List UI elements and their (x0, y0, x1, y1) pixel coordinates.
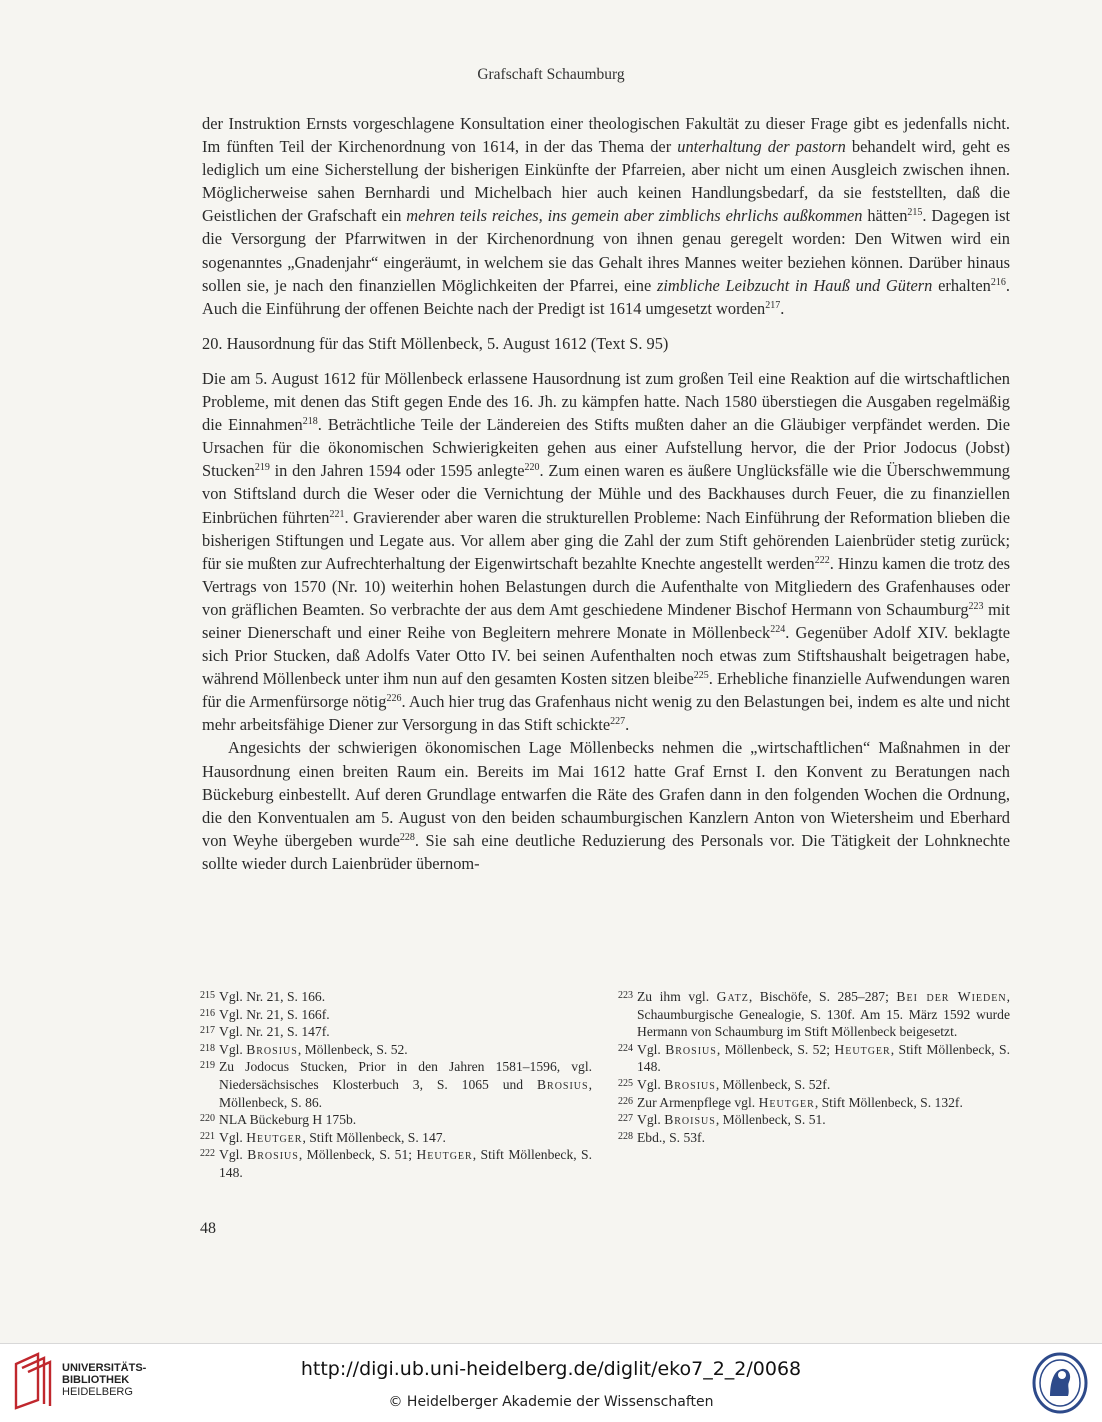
footnotes-left-column (200, 988, 592, 1182)
footnote: 225 Vgl. Brosius, Möllenbeck, S. 52f. (618, 1076, 831, 1092)
footnote-ref: 215 (907, 207, 923, 219)
footnotes (200, 988, 1010, 1182)
footnote-ref: 219 (254, 462, 270, 474)
paragraph-2: Die am 5. August 1612 für Möllenbeck erlassene Hausordnung ist zum großen Teil eine Reaktion auf die wirtschaftlichen Probleme, mit denen das Stift gegen Ende des 16. Jh. zu kämpfen hatte. Nach 1580 überstiegen die Ausgaben regelmäßig die Einnahmen$^{218}$. Beträchtliche Teile der Ländereien des Stifts mußten daher an die Gläubiger verpfändet werden. Die Ursachen für die ökonomischen Schwierigkeiten gehen aus einer Aufstellung hervor, die der Prior Jodocus (Jobst) Stucken$^{219}$ in den Jahren 1594 oder 1595 anlegte$^{220}$. Zum einen waren es äußere Unglücksfälle wie die Überschwemmung von Stiftsland durch die Weser oder die Vernichtung der Mühle und des Backhauses durch Feuer, die zu finanziellen Einbrüchen führten$^{221}$. Gravierender aber waren die strukturellen Probleme: Nach Einführung der Reformation blieben die bisherigen Stiftungen und Legate aus. Vor allem aber ging die Zahl der zum Stift gehörenden Laienbrüder stetig zurück; für sie mußten zur Aufrechterhaltung der Eigenwirtschaft bezahlte Knechte angestellt werden$^{222}$. Hinzu kamen die trotz des Vertrags von 1570 (Nr. 10) weiterhin hohen Belastungen durch die Aufenthalte von Mitgliedern des Grafenhauses oder von gräflichen Beamten. So verbrachte der aus dem Amt geschiedene Mindener Bischof Hermann von Schaumburg$^{223}$ mit seiner Dienerschaft und einer Reihe von Begleitern mehrere Monate in Möllenbeck$^{224}$. Gegenüber Adolf XIV. beklagte sich Prior Stucken, daß Adolfs Vater Otto IV. bei seinen Aufenthalten noch etwas zum Stiftshaushalt beigetragen habe, während Möllenbeck unter ihm nun auf den gesamten Kosten sitzen bleibe$^{225}$. Erhebliche finanzielle Aufwendungen waren für die Armenfürsorge nötig$^{226}$. Auch hier trug das Grafenhaus nicht wenig zu den Belastungen bei, indem es alte und nicht mehr arbeitsfähige Diener zur Versorgung in das Stift schickte$^{227}$. (202, 368, 1011, 735)
footnote: 224 Vgl. Brosius, Möllenbeck, S. 52; Heutger, Stift Möllenbeck, S. 148. (618, 1041, 1010, 1075)
footnote: 220 NLA Bückeburg H 175b. (200, 1112, 357, 1128)
paragraph-3: Angesichts der schwierigen ökonomischen Lage Möllenbecks nehmen die „wirtschaftlichen“ Maßnahmen in der Hausordnung einen breiten Raum ein. Bereits im Mai 1612 hatte Graf Ernst I. den Konvent zu Beratungen nach Bückeburg einbestellt. Auf deren Grundlage entwarfen die Räte des Grafen dann in den folgenden Wochen die Ordnung, die den Konventualen am 5. August von den beiden schaumburgischen Kanzlern Anton von Wietersheim und Eberhard von Weyhe übergeben wurde$^{228}$. Sie sah eine deutliche Reduzierung des Personals vor. Die Tätigkeit der Lohnknechte sollte wieder durch Laienbrüder übernom- (202, 738, 1010, 873)
footnote: 219 Zu Jodocus Stucken, Prior in den Jahren 1581–1596, vgl. Niedersächsisches Klosterbuch 3, S. 1065 und Brosius, Möllenbeck, S. 86. (200, 1059, 592, 1110)
footnotes-right-column (618, 988, 1010, 1182)
footnote-ref: 228 (399, 831, 415, 843)
footnote: 226 Zur Armenpflege vgl. Heutger, Stift Möllenbeck, S. 132f. (618, 1094, 963, 1110)
footnote: 216 Vgl. Nr. 21, S. 166f. (200, 1006, 330, 1022)
running-title: Grafschaft Schaumburg (477, 66, 625, 83)
permalink-url[interactable]: http://digi.ub.uni-heidelberg.de/diglit/eko7_2_2/0068 (300, 1358, 802, 1380)
footnote-ref: 217 (765, 299, 781, 311)
footnote-ref: 225 (693, 670, 709, 682)
copyright-notice: © Heidelberger Akademie der Wissenschaften (388, 1394, 714, 1410)
footnote: 228 Ebd., S. 53f. (618, 1129, 705, 1145)
footnote: 221 Vgl. Heutger, Stift Möllenbeck, S. 147. (200, 1129, 446, 1145)
footnote: 227 Vgl. Broisus, Möllenbeck, S. 51. (618, 1112, 826, 1128)
footnote: 215 Vgl. Nr. 21, S. 166. (200, 989, 326, 1004)
footnote-ref: 216 (990, 276, 1006, 288)
section-heading: 20. Hausordnung für das Stift Möllenbeck, 5. August 1612 (Text S. 95) (202, 333, 669, 353)
main-text (202, 112, 1010, 875)
footnote: 223 Zu ihm vgl. Gatz, Bischöfe, S. 285–287; Bei der Wieden, Schaumburgische Genealogie, S. 130f. Am 15. März 1592 wurde Hermann von Schaumburg im Stift Möllenbeck beigesetzt. (618, 989, 1010, 1040)
footnote: 217 Vgl. Nr. 21, S. 147f. (200, 1024, 330, 1040)
footnote-ref: 222 (814, 554, 830, 566)
footnote: 218 Vgl. Brosius, Möllenbeck, S. 52. (200, 1041, 408, 1057)
footnote: 222 Vgl. Brosius, Möllenbeck, S. 51; Heutger, Stift Möllenbeck, S. 148. (200, 1147, 592, 1180)
footnote-ref: 218 (302, 416, 318, 428)
footnote-ref: 221 (329, 508, 345, 520)
academy-seal-icon (1032, 1352, 1088, 1414)
footnote-ref: 224 (770, 623, 786, 635)
page-number: 48 (200, 1220, 216, 1237)
footnote-ref: 227 (610, 716, 626, 728)
footnote-ref: 220 (524, 462, 540, 474)
viewer-footer (0, 1343, 1102, 1422)
footnote-ref: 223 (968, 600, 984, 612)
paragraph-1: der Instruktion Ernsts vorgeschlagene Konsultation einer theologischen Fakultät zu dieser Frage gibt es jedenfalls nicht. Im fünften Teil der Kirchenordnung von 1614, in der das Thema der unterhaltung der pastorn behandelt wird, geht es lediglich um eine Sicherstellung der bisherigen Einkünfte der Pfarreien, aber nicht um einen Ausgleich zwischen ihnen. Möglicherweise sahen Bernhardi und Michelbach hier auch keinen Handlungsbedarf, da sie feststellten, daß die Geistlichen der Grafschaft ein mehren teils reiches, ins gemein aber zimblichs ehrlichs außkommen hätten$^{215}$. Dagegen ist die Versorgung der Pfarrwitwen in der Kirchenordnung von ihnen genau geregelt worden: Den Witwen wird ein sogenanntes „Gnadenjahr“ eingeräumt, in welchem sie das Gehalt ihres Mannes weiter beziehen können. Darüber hinaus sollen sie, je nach den finanziellen Möglichkeiten der Pfarrei, eine zimbliche Leibzucht in Hauß und Gütern erhalten$^{216}$. Auch die Einführung der offenen Beichte nach der Predigt ist 1614 umgesetzt worden$^{217}$. (202, 114, 1010, 318)
library-name: UNIVERSITÄTS- BIBLIOTHEK HEIDELBERG (62, 1362, 147, 1398)
footnote-ref: 226 (386, 693, 402, 705)
